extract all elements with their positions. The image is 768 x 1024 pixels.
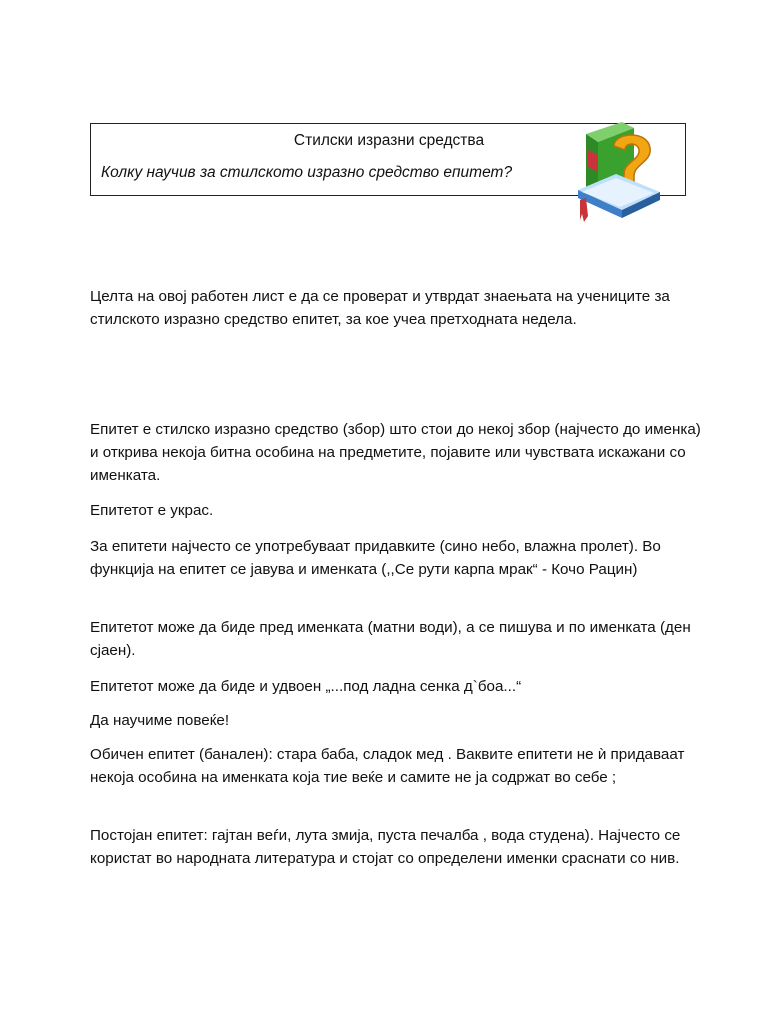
constant-epithet-paragraph: Постојан епитет: гајтан веѓи, лута змија, пуста печалба , вода студена). Најчесто се користат во народната литература и стојат со определени именки сраснати со нив. [90,827,681,867]
definition-paragraph: Епитет е стилско изразно средство (збор) што стои до некој збор (најчесто до именка) и открива некоја битна особина на предметите, појавите или чувствата искажани со именката. [90,421,701,484]
book-question-mark-icon [574,120,666,224]
header-title: Стилски изразни средства [293,132,485,149]
learn-more-paragraph: Да научиме повеќе! [90,712,230,729]
common-epithet-paragraph: Обичен епитет (баналeн): стара баба, сладок мед . Ваквите епитети не ѝ придаваат некоја особина на именката која тие веќе и самите не ја содржат во себе ; [90,746,685,786]
header-subtitle: Колку научив за стилското изразно средство епитет? [101,164,513,181]
ornament-paragraph: Епитетот е украс. [90,502,214,519]
usage-paragraph: За епитети најчесто се употребуваат придавките (сино небо, влажна пролет). Во функција на епитет се јавува и именката (,,Се рути карпа мрак“ - Кочо Рацин) [90,538,661,578]
position-paragraph: Епитетот може да биде пред именката (матни води), а се пишува и по именката (ден сјаен). [90,619,691,659]
intro-paragraph: Целта на овој работен лист е да се проверат и утврдат знаењата на учениците за стилското изразно средство епитет, за кое учеа претходната недела. [90,288,670,328]
doubled-paragraph: Епитетот може да биде и удвоен „...под ладна сенка д`боа...“ [90,678,522,695]
